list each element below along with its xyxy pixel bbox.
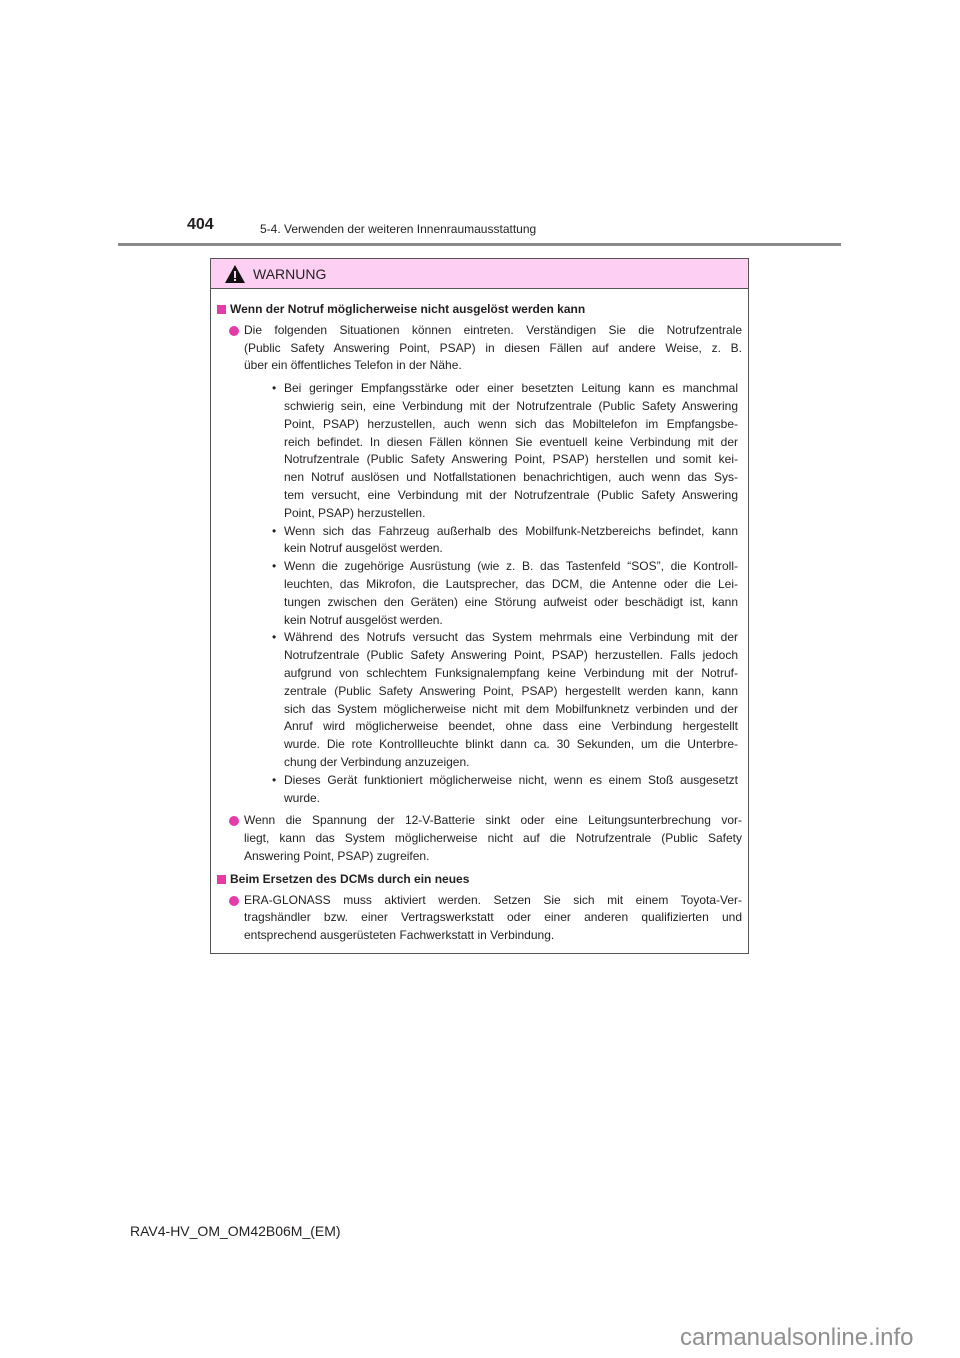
- sub-item: [244, 523, 742, 559]
- text-line: entsprechend ausgerüsteten Fachwerkstatt in Verbindung.: [244, 928, 555, 943]
- text-line: tungen zwischen den Geräten) eine Störung aufweist oder beschädigt ist, kann: [284, 594, 738, 609]
- bullet-item: [217, 812, 742, 865]
- sub-item: [244, 629, 742, 771]
- text-line: Dieses Gerät funktioniert möglicherweise nicht, wenn es einem Stoß ausgesetzt: [284, 772, 738, 787]
- text-line: wurde. Die rote Kontrollleuchte blinkt dann ca. 30 Sekunden, um die Unterbre-: [284, 737, 738, 752]
- bullet-item: [217, 892, 742, 945]
- heading-text: Wenn der Notruf möglicherweise nicht ausgelöst werden kann: [230, 302, 586, 316]
- header-divider: [118, 243, 841, 246]
- text-line: Answering Point, PSAP) zugreifen.: [244, 848, 430, 863]
- section-heading: [217, 871, 742, 889]
- sub-item: [244, 772, 742, 808]
- text-line: tem versucht, eine Verbindung mit der Notrufzentrale (Public Safety Answering: [284, 487, 738, 502]
- circle-bullet-icon: [229, 326, 239, 336]
- text-line: zentrale (Public Safety Answering Point, PSAP) hergestellt werden kann, kann: [284, 683, 738, 698]
- text-line: Die folgenden Situationen können eintreten. Verständigen Sie die Notrufzentrale: [244, 322, 742, 337]
- text-line: reich befindet. In diesen Fällen können Sie eventuell keine Verbindung mit der: [284, 434, 738, 449]
- square-bullet-icon: [217, 305, 226, 314]
- text-line: Anruf wird möglicherweise beendet, ohne dass eine Verbindung hergestellt: [284, 719, 738, 734]
- dot-bullet-icon: •: [272, 630, 277, 645]
- warning-title: WARNUNG: [253, 265, 327, 282]
- text-line: nen Notruf auslösen und Notfallstationen benachrichtigen, auch wenn das Sys-: [284, 470, 738, 485]
- document-code: RAV4-HV_OM_OM42B06M_(EM): [130, 1223, 341, 1239]
- warning-header: [211, 259, 748, 289]
- text-line: kein Notruf ausgelöst werden.: [284, 541, 443, 556]
- text-line: Point, PSAP) herzustellen, auch wenn sich das Mobiltelefon im Empfangsbe-: [284, 416, 738, 431]
- sub-item: [244, 558, 742, 629]
- sub-item: [244, 380, 742, 522]
- text-line: (Public Safety Answering Point, PSAP) in diesen Fällen auf andere Weise, z. B.: [244, 340, 742, 355]
- text-line: Wenn sich das Fahrzeug außerhalb des Mobilfunk-Netzbereichs befindet, kann: [284, 523, 738, 538]
- text-line: über ein öffentliches Telefon in der Nähe.: [244, 358, 462, 373]
- bullet-item: [217, 322, 742, 808]
- dot-bullet-icon: •: [272, 523, 277, 538]
- watermark: carmanualsonline.info: [680, 1324, 914, 1351]
- text-line: liegt, kann das System möglicherweise nicht auf die Notrufzentrale (Public Safety: [244, 831, 742, 846]
- page-number: 404: [187, 216, 214, 233]
- text-line: tragshändler bzw. einer Vertragswerkstatt oder einer anderen qualifizierten und: [244, 910, 742, 925]
- text-line: Bei geringer Empfangsstärke oder einer besetzten Leitung kann es manchmal: [284, 381, 738, 396]
- dot-bullet-icon: •: [272, 559, 277, 574]
- warning-body: [211, 289, 748, 945]
- circle-bullet-icon: [229, 816, 239, 826]
- text-line: Während des Notrufs versucht das System mehrmals eine Verbindung mit der: [284, 630, 738, 645]
- warning-box: [210, 258, 749, 954]
- text-line: chung der Verbindung anzuzeigen.: [284, 754, 470, 769]
- text-line: schwierig sein, eine Verbindung mit der Notrufzentrale (Public Safety Answering: [284, 398, 738, 413]
- section-title: 5-4. Verwenden der weiteren Innenraumausstattung: [260, 222, 537, 236]
- dot-bullet-icon: •: [272, 381, 277, 396]
- dot-bullet-icon: •: [272, 772, 277, 787]
- heading-text: Beim Ersetzen des DCMs durch ein neues: [230, 871, 470, 886]
- circle-bullet-icon: [229, 896, 239, 906]
- text-line: leuchten, das Mikrofon, die Lautsprecher, das DCM, die Antenne oder die Lei-: [284, 576, 738, 591]
- text-line: ERA-GLONASS muss aktiviert werden. Setzen Sie sich mit einem Toyota-Ver-: [244, 892, 742, 907]
- text-line: aufgrund von schlechtem Funksignalempfang keine Verbindung mit der Notruf-: [284, 665, 738, 680]
- text-line: Point, PSAP) herzustellen.: [284, 505, 426, 520]
- text-line: Notrufzentrale (Public Safety Answering Point, PSAP) herstellen und somit kei-: [284, 452, 738, 467]
- text-line: sich das System möglicherweise nicht mit dem Mobilfunknetz verbinden und der: [284, 701, 738, 716]
- text-line: Notrufzentrale (Public Safety Answering Point, PSAP) herzustellen. Falls jedoch: [284, 648, 738, 663]
- text-line: Wenn die Spannung der 12-V-Batterie sinkt oder eine Leitungsunterbrechung vor-: [244, 813, 742, 828]
- text-line: wurde.: [284, 790, 321, 805]
- text-line: kein Notruf ausgelöst werden.: [284, 612, 443, 627]
- square-bullet-icon: [217, 875, 226, 884]
- warning-triangle-icon: [225, 265, 245, 283]
- section-heading: [217, 301, 742, 319]
- sub-list: [244, 380, 742, 807]
- text-line: Wenn die zugehörige Ausrüstung (wie z. B. das Tastenfeld “SOS”, die Kontroll-: [284, 559, 738, 574]
